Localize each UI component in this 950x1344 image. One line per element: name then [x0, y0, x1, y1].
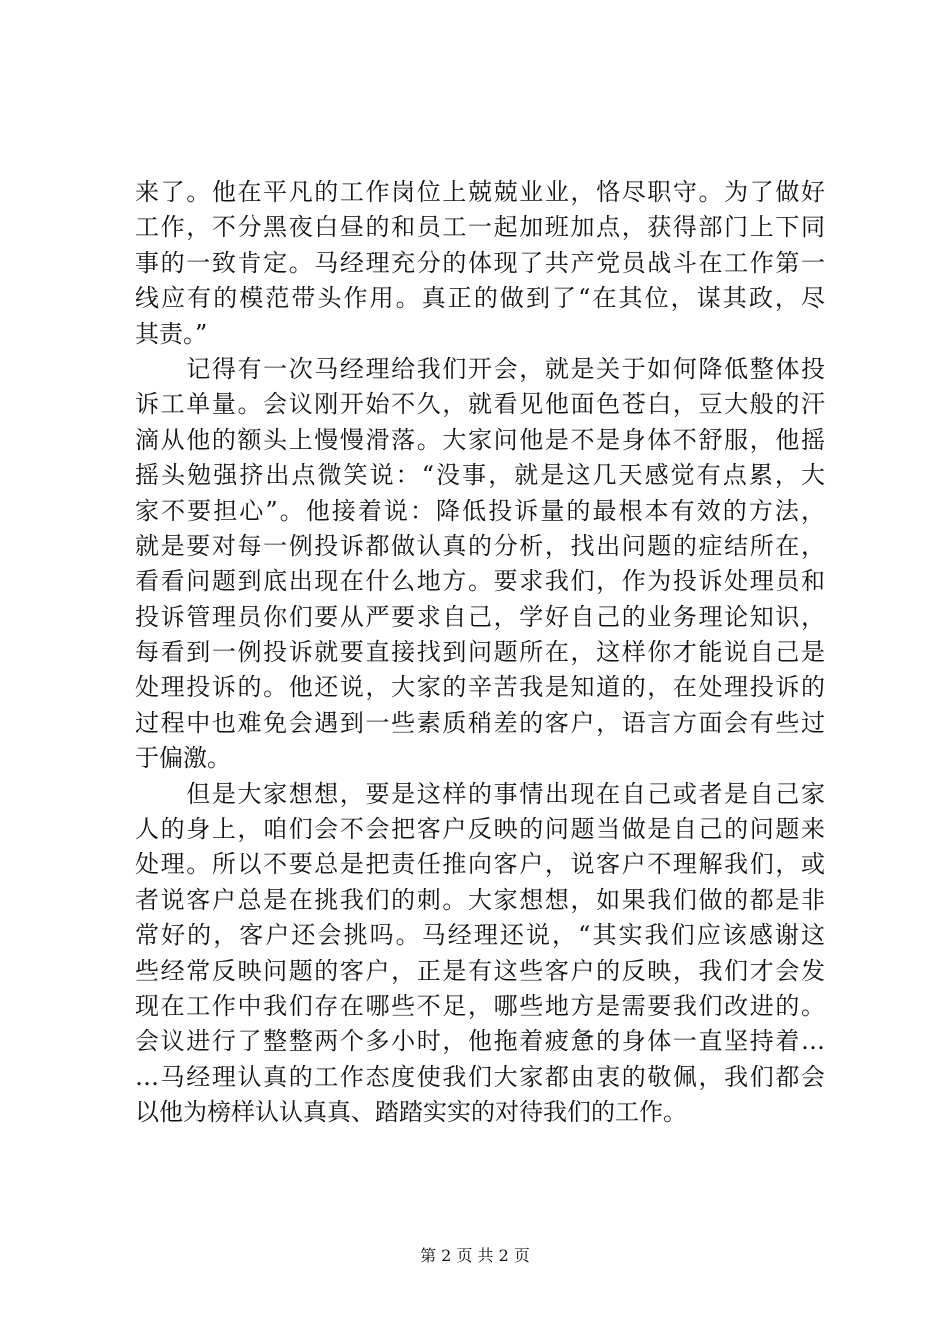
text-line: 线应有的模范带头作用。真正的做到了“在其位，谋其政，尽: [135, 284, 825, 313]
body-text: [135, 175, 825, 1131]
text-line: 投诉管理员你们要从严要求自己，学好自己的业务理论知识，: [135, 602, 825, 631]
text-line: 记得有一次马经理给我们开会，就是关于如何降低整体投: [135, 354, 825, 383]
text-line: 现在工作中我们存在哪些不足，哪些地方是需要我们改进的。: [135, 991, 825, 1020]
text-line: 就是要对每一例投诉都做认真的分析，找出问题的症结所在，: [135, 531, 825, 560]
text-line: 人的身上，咱们会不会把客户反映的问题当做是自己的问题来: [135, 815, 825, 844]
text-line: 处理。所以不要总是把责任推向客户，说客户不理解我们，或: [135, 850, 825, 879]
text-line: 会议进行了整整两个多小时，他拖着疲惫的身体一直坚持着…: [135, 1027, 825, 1056]
text-line: 摇头勉强挤出点微笑说：“没事，就是这几天感觉有点累，大: [135, 461, 825, 490]
text-line: 来了。他在平凡的工作岗位上兢兢业业，恪尽职守。为了做好: [135, 178, 825, 206]
text-line: 过程中也难免会遇到一些素质稍差的客户，语言方面会有些过: [135, 708, 825, 737]
text-line: 常好的，客户还会挑吗。马经理还说，“其实我们应该感谢这: [135, 921, 825, 950]
text-line: 诉工单量。会议刚开始不久，就看见他面色苍白，豆大般的汗: [135, 390, 825, 419]
text-line: 些经常反映问题的客户，正是有这些客户的反映，我们才会发: [135, 956, 825, 985]
text-line: 处理投诉的。他还说，大家的辛苦我是知道的，在处理投诉的: [135, 673, 825, 702]
text-line: 看看问题到底出现在什么地方。要求我们，作为投诉处理员和: [135, 567, 825, 596]
page-footer: 第 2 页 共 2 页: [420, 1246, 530, 1265]
text-line: 以他为榜样认认真真、踏踏实实的对待我们的工作。: [135, 1098, 687, 1127]
text-line: 事的一致肯定。马经理充分的体现了共产党员战斗在工作第一: [135, 248, 825, 277]
text-line: 滴从他的额头上慢慢滑落。大家问他是不是身体不舒服，他摇: [135, 425, 825, 454]
text-line: 每看到一例投诉就要直接找到问题所在，这样你才能说自己是: [135, 638, 825, 667]
text-line: 其责。”: [135, 319, 208, 348]
text-line: …马经理认真的工作态度使我们大家都由衷的敬佩，我们都会: [135, 1062, 825, 1091]
text-line: 于偏激。: [135, 744, 231, 773]
text-line: 家不要担心”。他接着说：降低投诉量的最根本有效的方法，: [135, 496, 825, 525]
text-line: 但是大家想想，要是这样的事情出现在自己或者是自己家: [135, 779, 825, 808]
text-line: 者说客户总是在挑我们的刺。大家想想，如果我们做的都是非: [135, 885, 825, 914]
text-line: 工作，不分黑夜白昼的和员工一起加班加点，获得部门上下同: [135, 213, 825, 242]
